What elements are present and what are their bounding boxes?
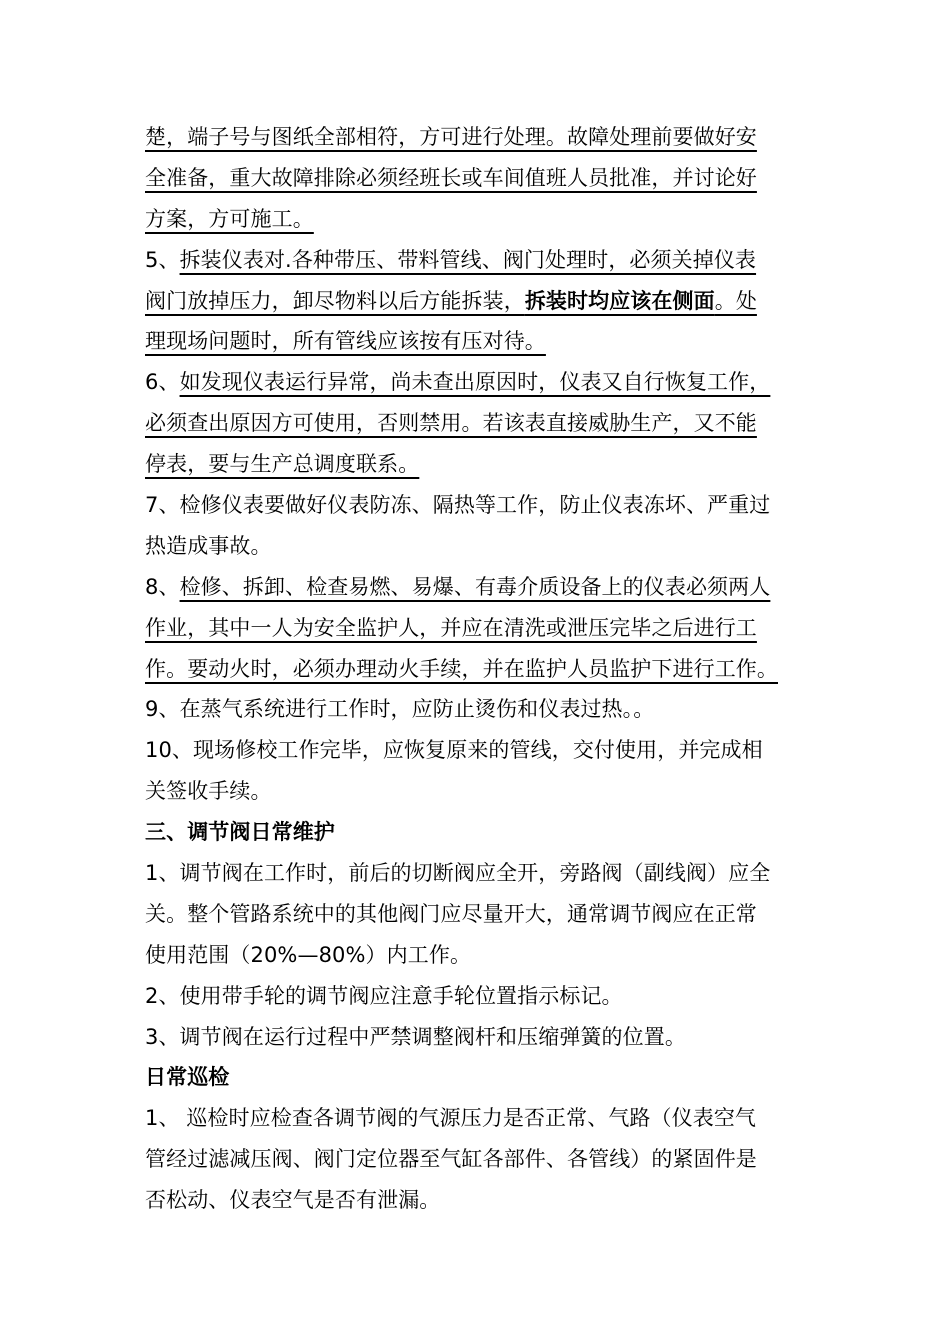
text-line: [145, 730, 825, 771]
text-segment: 作。要动火时，必须办理动火手续，并在监护人员监护下进行工作。: [145, 656, 778, 681]
text-segment: 日常巡检: [145, 1065, 230, 1090]
text-segment: 管经过滤减压阀、阀门定位器至气缸各部件、各管线）的紧固件是: [145, 1147, 757, 1172]
text-segment: 如发现仪表运行异常，尚未查出原因时，仪表又自行恢复工作，: [179, 370, 771, 395]
text-segment: 楚，端子号与图纸全部相符，方可进行处理。故障处理前要做好安: [145, 125, 757, 149]
text-line: [145, 649, 825, 690]
text-segment: 。处: [714, 288, 757, 313]
text-line: [145, 853, 825, 894]
text-line: [145, 321, 825, 362]
text-segment: 作业，其中一人为安全监护人，并应在清洗或泄压完毕之后进行工: [145, 615, 757, 640]
text-segment: 全准备，重大故障排除必须经班长或车间值班人员批准，并讨论好: [145, 165, 757, 190]
section-heading: [145, 1057, 825, 1098]
text-segment: 必须查出原因方可使用，否则禁用。若该表直接威胁生产，又不能: [145, 411, 757, 436]
text-segment: 理现场问题时，所有管线应该按有压对待。: [145, 329, 546, 354]
text-segment: 热造成事故。: [145, 533, 272, 558]
text-line: [145, 240, 825, 281]
text-line: [145, 608, 825, 649]
text-segment: 否松动、仪表空气是否有泄漏。: [145, 1188, 441, 1213]
text-segment: 6、: [145, 370, 180, 395]
text-segment: 2、使用带手轮的调节阀应注意手轮位置指示标记。: [145, 983, 623, 1008]
text-line: [145, 771, 825, 812]
text-line: [145, 362, 825, 403]
text-segment: 拆装仪表对.各种带压、带料管线、阀门处理时，必须关掉仪表: [179, 247, 757, 272]
text-line: [145, 935, 825, 976]
text-line: [145, 567, 825, 608]
text-line: [145, 485, 825, 526]
text-line: [145, 526, 825, 567]
text-segment: 5、: [145, 247, 180, 272]
text-segment: 3、调节阀在运行过程中严禁调整阀杆和压缩弹簧的位置。: [145, 1024, 686, 1049]
text-segment: 停表，要与生产总调度联系。: [145, 452, 420, 477]
text-segment: 10、现场修校工作完毕，应恢复原来的管线，交付使用，并完成相: [145, 738, 763, 763]
text-line: [145, 1017, 825, 1058]
text-line: [145, 976, 825, 1017]
text-line: [145, 117, 825, 158]
text-segment: 阀门放掉压力，卸尽物料以后方能拆装，: [145, 288, 525, 313]
document-body: [145, 117, 825, 1221]
section-heading: [145, 812, 825, 853]
text-segment: 三、调节阀日常维护: [145, 820, 335, 845]
text-line: [145, 1139, 825, 1180]
text-line: [145, 281, 825, 322]
text-segment: 8、: [145, 574, 180, 599]
bold-emphasis-text: 拆装时均应该在侧面: [524, 288, 715, 313]
text-segment: 7、检修仪表要做好仪表防冻、隔热等工作，防止仪表冻坏、严重过: [145, 493, 771, 518]
text-segment: 关。整个管路系统中的其他阀门应尽量开大，通常调节阀应在正常: [145, 901, 757, 926]
text-line: [145, 689, 825, 730]
text-segment: 方案，方可施工。: [145, 206, 314, 231]
text-line: [145, 894, 825, 935]
text-line: [145, 1180, 825, 1221]
text-segment: 1、调节阀在工作时，前后的切断阀应全开，旁路阀（副线阀）应全: [145, 861, 771, 886]
text-line: [145, 403, 825, 444]
text-line: [145, 158, 825, 199]
text-line: [145, 444, 825, 485]
text-segment: 1、 巡检时应检查各调节阀的气源压力是否正常、气路（仪表空气: [145, 1106, 757, 1131]
text-line: [145, 199, 825, 240]
text-segment: 使用范围（20%—80%）内工作。: [145, 942, 472, 967]
text-segment: 检修、拆卸、检查易燃、易爆、有毒介质设备上的仪表必须两人: [179, 574, 771, 599]
text-segment: 关签收手续。: [145, 779, 272, 804]
text-line: [145, 1098, 825, 1139]
text-segment: 9、在蒸气系统进行工作时，应防止烫伤和仪表过热。。: [145, 697, 655, 722]
